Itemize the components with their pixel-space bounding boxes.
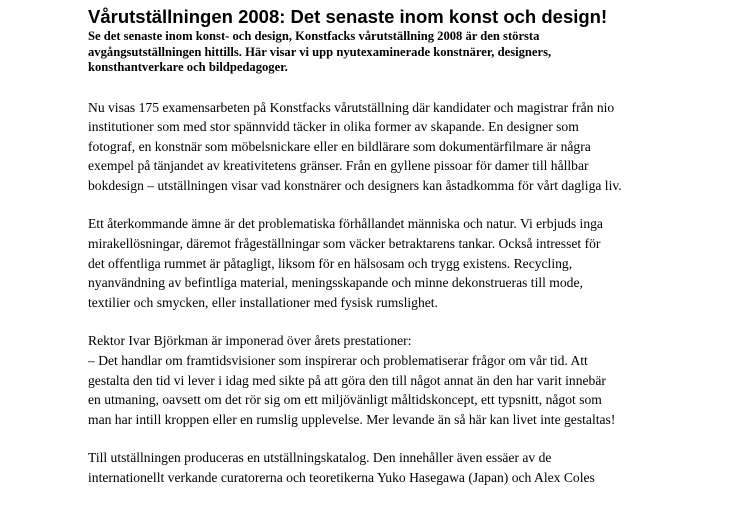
text-line: Ett återkommande ämne är det problematiska förhållandet människa och natur. Vi erbjuds inga	[88, 216, 603, 232]
text-line: fotograf, en konstnär som möbelsnickare eller en bildlärare som dokumentärfilmare är några	[88, 138, 591, 154]
lead-paragraph	[88, 29, 608, 76]
text-line: nyanvändning av befintliga material, meningsskapande och minne dekonstrueras till mode,	[88, 275, 583, 291]
body-paragraph-themes	[88, 214, 678, 312]
text-line: Till utställningen produceras en utställningskatalog. Den innehåller även essäer av de	[88, 450, 552, 466]
press-release-page	[88, 5, 688, 507]
headline: Vårutställningen 2008: Det senaste inom konst och design!	[88, 6, 608, 27]
text-line: – Det handlar om framtidsvisioner som inspirerar och problematiserar frågor om vår tid. Att	[88, 353, 588, 369]
lead-line: Se det senaste inom konst- och design, Konstfacks vårutställning 2008 är den största	[88, 29, 540, 43]
text-line: en utmaning, oavsett om det rör sig om ett miljövänligt måltidskoncept, ett typsnitt, något som	[88, 392, 602, 408]
body-paragraph-intro	[88, 98, 678, 196]
text-line: man har intill kroppen eller en rumslig upplevelse. Mer levande än så här kan livet inte gestaltas!	[88, 411, 616, 427]
body-paragraph-catalogue	[88, 448, 678, 487]
lead-line: konsthantverkare och bildpedagoger.	[88, 60, 288, 74]
body-paragraph-quote	[88, 331, 678, 429]
text-line: textilier och smycken, eller installationer med fysisk rumslighet.	[88, 294, 438, 310]
text-line: gestalta den tid vi lever i idag med sikte på att göra den till något annat än den har varit innebär	[88, 372, 606, 388]
text-line: Nu visas 175 examensarbeten på Konstfacks vårutställning där kandidater och magistrar från nio	[88, 99, 615, 115]
text-line: exempel på tänjandet av kreativitetens gränser. Från en gyllene pissoar för damer till hållbar	[88, 158, 589, 174]
lead-line: avgångsutställningen hittills. Här visar vi upp nyutexaminerade konstnärer, designers,	[88, 44, 552, 59]
text-line: bokdesign – utställningen visar vad konstnärer och designers kan åstadkomma för vårt dagliga liv.	[88, 177, 622, 193]
text-line: det offentliga rummet är påtagligt, liksom för en hälsosam och trygg existens. Recycling,	[88, 255, 573, 271]
text-line: internationellt verkande curatorerna och teoretikerna Yuko Hasegawa (Japan) och Alex Coles	[88, 470, 595, 485]
text-line: Rektor Ivar Björkman är imponerad över årets prestationer:	[88, 333, 412, 349]
text-line: institutioner som med stor spännvidd täcker in olika former av skapande. En designer som	[88, 119, 579, 135]
text-line: mirakellösningar, däremot frågeställningar som väcker betraktarens tankar. Också intresset för	[88, 236, 601, 252]
